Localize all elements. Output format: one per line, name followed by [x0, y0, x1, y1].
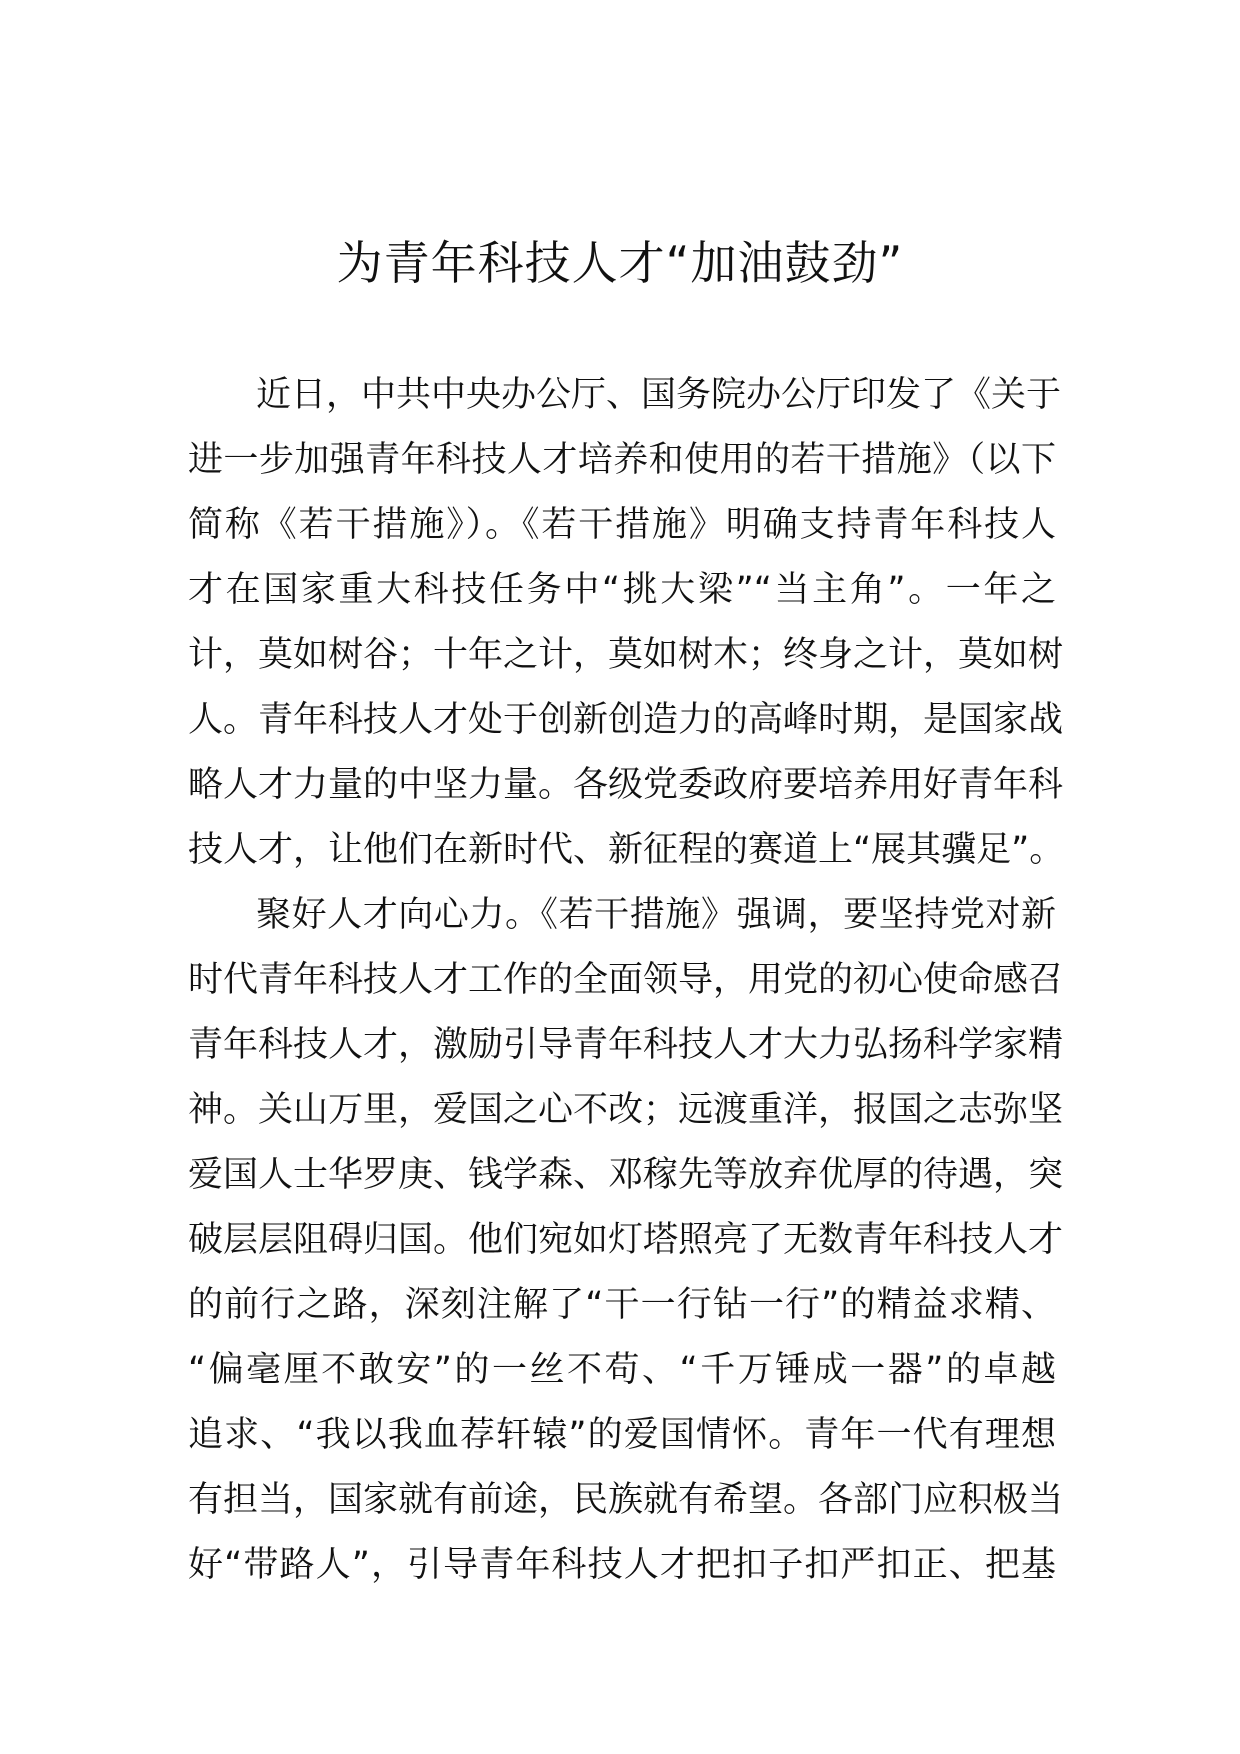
text-line: 进一步加强青年科技人才培养和使用的若干措施》（以下 — [188, 440, 1056, 480]
text-line: 有担当，国家就有前途，民族就有希望。各部门应积极当 — [188, 1480, 1064, 1520]
text-line: 神。关山万里，爱国之心不改；远渡重洋，报国之志弥坚 — [188, 1090, 1064, 1130]
paragraph-2 — [188, 883, 1064, 1598]
text-line: 破层层阻碍归国。他们宛如灯塔照亮了无数青年科技人才 — [188, 1220, 1064, 1260]
text-line: 爱国人士华罗庚、钱学森、邓稼先等放弃优厚的待遇，突 — [188, 1155, 1064, 1195]
document-title: 为青年科技人才“加油鼓劲” — [336, 236, 904, 290]
text-line: 才在国家重大科技任务中“挑大梁”“当主角”。一年之 — [188, 570, 1056, 610]
text-line: 简称《若干措施》）。《若干措施》明确支持青年科技人 — [188, 505, 1056, 545]
document-body — [188, 363, 1065, 1598]
text-line: 的前行之路，深刻注解了“干一行钻一行”的精益求精、 — [188, 1285, 1056, 1325]
text-line: 近日，中共中央办公厅、国务院办公厅印发了《关于 — [256, 375, 1062, 415]
text-line: 技人才，让他们在新时代、新征程的赛道上“展其骥足”。 — [188, 830, 1065, 870]
text-line: 青年科技人才，激励引导青年科技人才大力弘扬科学家精 — [188, 1025, 1064, 1065]
text-line: “偏毫厘不敢安”的一丝不苟、“千万锤成一器”的卓越 — [188, 1350, 1056, 1390]
text-line: 略人才力量的中坚力量。各级党委政府要培养用好青年科 — [188, 765, 1064, 805]
text-line: 时代青年科技人才工作的全面领导，用党的初心使命感召 — [188, 960, 1064, 1000]
text-line: 好“带路人”，引导青年科技人才把扣子扣严扣正、把基 — [188, 1545, 1056, 1585]
paragraph-1 — [188, 363, 1065, 883]
text-line: 计，莫如树谷；十年之计，莫如树木；终身之计，莫如树 — [188, 635, 1064, 675]
text-line: 追求、“我以我血荐轩辕”的爱国情怀。青年一代有理想 — [188, 1415, 1056, 1455]
text-line: 人。青年科技人才处于创新创造力的高峰时期，是国家战 — [188, 700, 1064, 740]
text-line: 聚好人才向心力。《若干措施》强调，要坚持党对新 — [256, 895, 1056, 935]
